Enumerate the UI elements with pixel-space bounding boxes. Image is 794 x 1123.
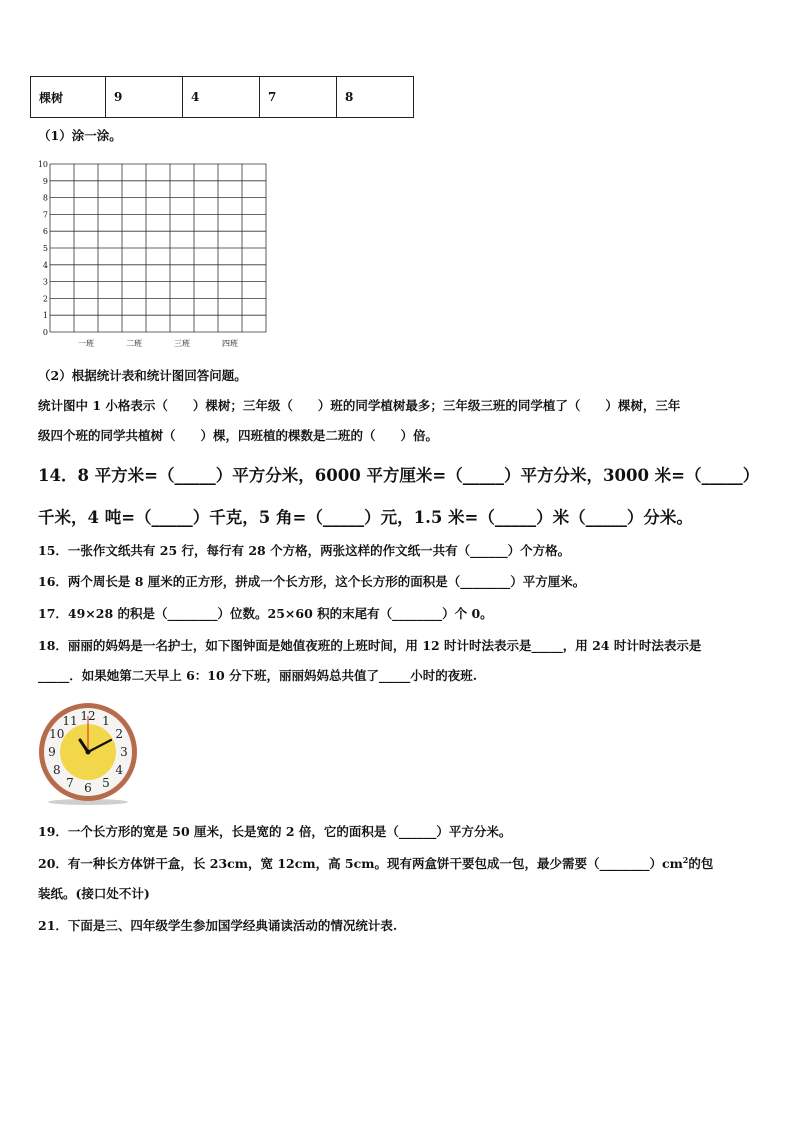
y-tick-label: 7 (42, 210, 48, 220)
question-part2-line1: 统计图中 1 小格表示（ ）棵树；三年级（ ）班的同学植树最多；三年级三班的同学植了（ ）棵树，三年 (38, 398, 681, 413)
clock-pivot (86, 750, 91, 755)
question-20-line2: 装纸。(接口处不计) (38, 886, 150, 901)
superscript: 2 (682, 854, 689, 865)
question-14-line1: 14．8 平方米=（_____）平方分米，6000 平方厘米=（_____）平方分米，3000 米=（_____） (38, 466, 760, 485)
clock-number: 11 (62, 713, 78, 728)
table-cell: 8 (337, 77, 414, 118)
tree-count-table (30, 76, 414, 118)
question-14-line2: 千米，4 吨=（_____）千克，5 角=（_____）元，1.5 米=（_____）米（_____）分米。 (38, 508, 693, 527)
y-tick-label: 3 (42, 277, 48, 287)
y-tick-label: 2 (42, 294, 48, 304)
x-category-label: 二班 (126, 339, 142, 348)
question-15: 15．一张作文纸共有 25 行，每行有 28 个方格，两张这样的作文纸一共有（______）个方格。 (38, 543, 571, 558)
y-tick-label: 5 (42, 244, 48, 253)
y-tick-label: 0 (42, 328, 48, 337)
table-cell: 7 (260, 77, 337, 118)
x-category-label: 四班 (222, 339, 238, 348)
clock-illustration (36, 702, 140, 806)
part1-label: （1）涂一涂。 (38, 128, 122, 143)
question-16: 16．两个周长是 8 厘米的正方形，拼成一个长方形，这个长方形的面积是（________）平方厘米。 (38, 574, 586, 589)
clock-number: 9 (48, 745, 56, 759)
clock-number: 3 (120, 745, 128, 759)
y-tick-label: 10 (37, 160, 48, 169)
clock-number: 10 (49, 727, 65, 741)
clock-number: 5 (102, 776, 110, 791)
question-20-text: 20．有一种长方体饼干盒，长 23cm，宽 12cm，高 5cm。现有两盒饼干要包成一包，最少需要（________）cm (38, 856, 683, 871)
clock-number: 2 (115, 727, 123, 741)
y-tick-label: 1 (42, 311, 48, 321)
question-20-tail: 的包 (688, 856, 714, 871)
empty-grid-chart (30, 156, 280, 354)
clock-number: 8 (53, 763, 61, 777)
clock-number: 7 (66, 776, 74, 791)
question-18-line2: _____．如果她第二天早上 6：10 分下班，丽丽妈妈总共值了_____小时的夜班. (38, 668, 478, 683)
part2-label: （2）根据统计表和统计图回答问题。 (38, 368, 247, 383)
clock-number: 1 (102, 713, 110, 728)
question-18-line1: 18．丽丽的妈妈是一名护士，如下图钟面是她值夜班的上班时间，用 12 时计时法表示是_____，用 24 时计时法表示是 (38, 638, 702, 653)
clock-number: 12 (80, 709, 96, 723)
table-row (31, 77, 414, 118)
y-tick-label: 9 (42, 176, 48, 186)
question-21: 21．下面是三、四年级学生参加国学经典诵读活动的情况统计表. (38, 918, 398, 933)
clock-number: 4 (115, 763, 123, 777)
question-20-line1 (38, 854, 713, 872)
x-category-label: 三班 (174, 339, 190, 348)
y-tick-label: 6 (42, 227, 48, 237)
table-cell: 棵树 (31, 77, 106, 118)
x-category-label: 一班 (78, 339, 94, 348)
y-tick-label: 8 (42, 193, 48, 203)
table-cell: 4 (183, 77, 260, 118)
question-17: 17．49×28 的积是（________）位数。25×60 积的末尾有（________）个 0。 (38, 606, 493, 621)
table-cell: 9 (106, 77, 183, 118)
question-19: 19．一个长方形的宽是 50 厘米，长是宽的 2 倍，它的面积是（______）平方分米。 (38, 824, 512, 839)
y-tick-label: 4 (42, 260, 48, 270)
clock-number: 6 (84, 781, 92, 795)
question-part2-line2: 级四个班的同学共植树（ ）棵，四班植的棵数是二班的（ ）倍。 (38, 428, 439, 443)
